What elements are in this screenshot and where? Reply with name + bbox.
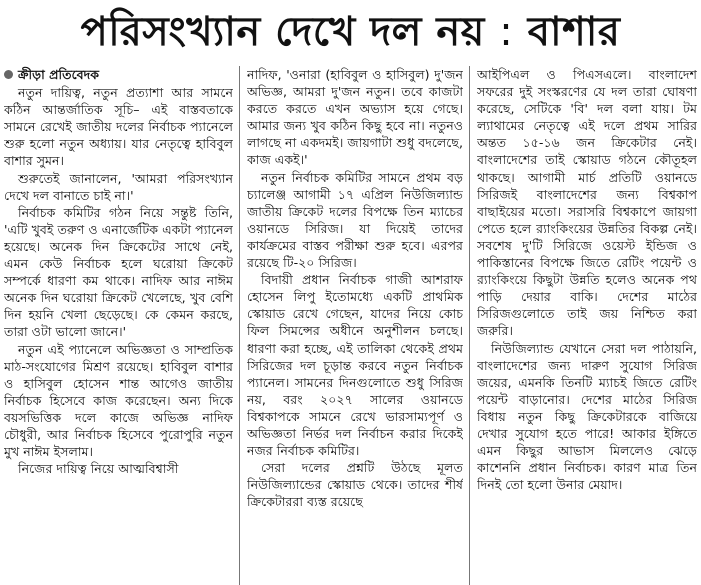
paragraph: সেরা দলের প্রশ্নটি উঠছে মূলত নিউজিল্যান্ডের স্কোয়াড থেকে। তাদের শীর্ষ ক্রিকেটাররা ব্যস্ত রয়েছে [247, 460, 463, 510]
column-1 [4, 66, 233, 585]
headline-main: পরিসংখ্যান দেখে দল নয় [80, 9, 485, 55]
paragraph: নিজের দায়িত্ব নিয়ে আত্মবিশ্বাসী [18, 461, 179, 477]
paragraph: নতুন দায়িত্ব, নতুন প্রত্যাশা আর সামনে কঠিন আন্তর্জাতিক সূচি– এই বাস্তবতাকে সামনে রেখেই জাতীয় দলের নির্বাচক প্যানেলে শুরু হলো নতুন অধ্যায়। যার নেতৃত্বে হাবিবুল বাশার সুমন। [4, 85, 233, 169]
paragraph: নিউজিল্যান্ড যেখানে সেরা দল পাঠায়নি, বাংলাদেশের জন্য দারুণ সুযোগ সিরিজ জয়ের, এমনকি তিনটি ম্যাচই জিতে রেটিং পয়েন্ট বাড়ানোর। দেশের মাঠের সিরিজ বিধায় নতুন কিছু ক্রিকেটারকে বাজিয়ে দেখার সুযোগ হতে পারে! আকার ইঙ্গিতে এমন কিছুর আভাস মিললেও ঝেড়ে কাশেননি প্রধান নির্বাচক। কারণ মাত্র তিন দিনই তো হলো উনার মেয়াদ। [477, 340, 697, 493]
column-2 [247, 66, 463, 585]
byline [4, 66, 233, 83]
column-divider [469, 66, 470, 585]
paragraph: নতুন এই প্যানেলে অভিজ্ঞতা ও সাম্প্রতিক মাঠ-সংযোগের মিশ্রণ রয়েছে। হাবিবুল বাশার ও হাসিবুল হোসেন শান্ত আগেও জাতীয় নির্বাচক হিসেবে কাজ করেছেন। অন্য দিকে বয়সভিত্তিক দলে কাজে অভিজ্ঞ নাদিফ চৌধুরী, আর নির্বাচক হিসেবে পুরোপুরি নতুন মুখ নাঈম ইসলাম। [4, 341, 233, 460]
paragraph: শুরুতেই জানালেন, 'আমরা পরিসংখ্যান দেখে দল বানাতে চাই না।' [4, 170, 233, 203]
paragraph: নতুন নির্বাচক কমিটির সামনে প্রথম বড় চ্যালেঞ্জ আগামী ১৭ এপ্রিল নিউজিল্যান্ড জাতীয় ক্রিকেট দলের বিপক্ষে তিন ম্যাচের ওয়ানডে সিরিজ। যা দিয়েই তাদের কার্যক্রমের বাস্তব পরীক্ষা শুরু হবে। এরপর রয়েছে টি-২০ সিরিজ। [247, 169, 463, 271]
byline-text: ক্রীড়া প্রতিবেদক [18, 67, 100, 82]
column-3 [477, 66, 697, 585]
headline-speaker: বাশার [527, 9, 621, 55]
paragraph: নাদিফ, 'ওনারা (হাবিবুল ও হাসিবুল) দু'জন অভিজ্ঞ, আমরা দু'জন নতুন। তবে কাজটা করতে করতে এখন অভ্যাস হয়ে গেছে। আমার জন্য খুব কঠিন কিছু হবে না। নতুনও লাগছে না একদমই। জায়গাটা শুধু বদলেছে, কাজ একই।' [247, 67, 463, 168]
bullet-icon [4, 70, 13, 79]
paragraph: বিদায়ী প্রধান নির্বাচক গাজী আশরাফ হোসেন লিপু ইতোমধ্যে একটি প্রাথমিক স্কোয়াড রেখে গেছেন, যাদের নিয়ে কোচ ফিল সিমন্সের অধীনে অনুশীলন চলছে। ধারণা করা হচ্ছে, এই তালিকা থেকেই প্রথম সিরিজের দল চূড়ান্ত করবে নতুন নির্বাচক প্যানেল। সামনের দিনগুলোতে শুধু সিরিজ নয়, বরং ২০২৭ সালের ওয়ানডে বিশ্বকাপকে সামনে রেখে ভারসাম্যপূর্ণ ও অভিজ্ঞতা নির্ভর দল নির্বাচন করার দিকেই নজর নির্বাচক কমিটির। [247, 272, 463, 459]
paragraph: আইপিএল ও পিএসএলে। বাংলাদেশ সফরের দুই সংস্করণের যে দল তারা ঘোষণা করেছে, সেটিকে 'বি' দল বলা যায়। টম ল্যাথামের নেতৃত্বে এই দলে প্রথম সারির অন্তত ১৫-১৬ জন ক্রিকেটার নেই। বাংলাদেশের তাই স্কোয়াড গঠনে কৌতূহল থাকছে। আগামী মার্চ প্রতিটি ওয়ানডে সিরিজই বাংলাদেশের জন্য বিশ্বকাপ বাছাইয়ের মতো। সরাসরি বিশ্বকাপে জায়গা পেতে হলে র‍্যাংকিংয়ের উন্নতির বিকল্প নেই। সবশেষ দু'টি সিরিজে ওয়েস্ট ইন্ডিজ ও পাকিস্তানের বিপক্ষে জিতে রেটিং পয়েন্ট ও র‍্যাংকিংয়ে কিছুটা উন্নতি হলেও অনেক পথ পাড়ি দেয়ার বাকি। দেশের মাঠের সিরিজগুলোতে তাই জয় নিশ্চিত করা জরুরি। [477, 67, 697, 339]
article-body [0, 66, 701, 585]
paragraph: নির্বাচক কমিটির গঠন নিয়ে সন্তুষ্ট তিনি, 'এটি খুবই তরুণ ও এনার্জেটিক একটা প্যানেল হয়েছে। অনেক দিন ক্রিকেটের সাথে নেই, এমন কেউ নির্বাচক হলে ঘরোয়া ক্রিকেট সম্পর্কে ধারণা কম থাকে। নাদিফ আর নাঈম অনেক দিন ঘরোয়া ক্রিকেট খেলেছে, খুব বেশি দিন হয়নি খেলা ছেড়েছে। কে কেমন করছে, তারা ওটা ভালো জানে।' [4, 204, 233, 340]
headline-separator: : [499, 9, 514, 55]
headline [0, 6, 701, 58]
column-divider [239, 66, 240, 585]
